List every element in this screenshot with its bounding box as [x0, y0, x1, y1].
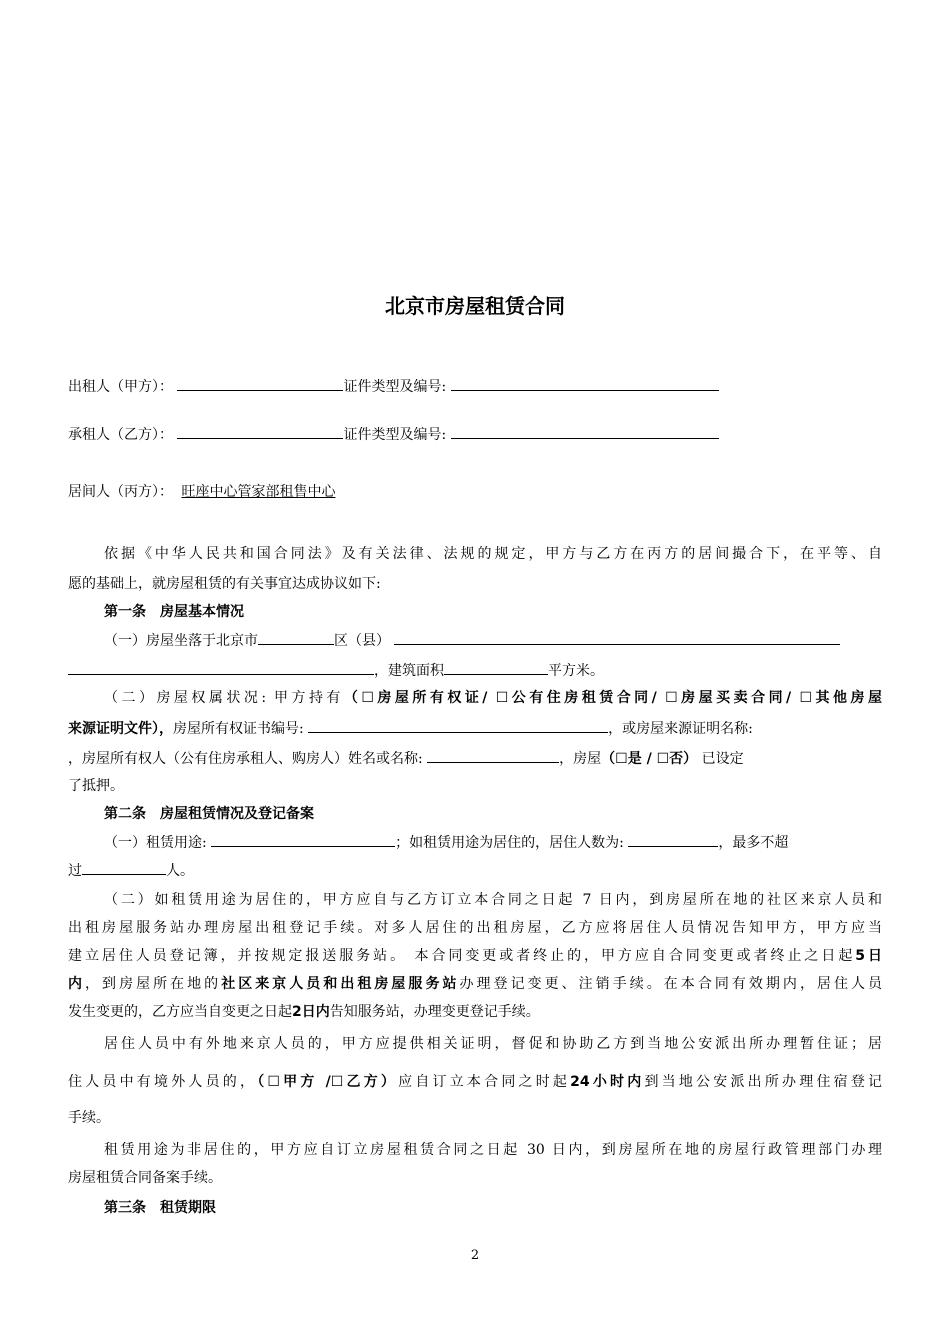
art2-p3-line-2-c: 到当地公安派出所办理住宿登记 [644, 1074, 883, 1090]
art2-p2-line-2: 出租房屋服务站办理房屋出租登记手续。对多人居住的出租房屋，乙方应将居住人员情况告知甲方，甲方应当 [68, 920, 882, 936]
area-field[interactable] [444, 660, 548, 675]
broker-line [68, 482, 339, 502]
art1-location-prefix: （一）房屋坐落于北京市 [104, 633, 258, 649]
art2-p2-line-5-a: 发生变更的，乙方应当自变更之日起 [68, 1004, 292, 1020]
article-1-heading: 第一条 房屋基本情况 [104, 604, 244, 620]
art2-p4-line-1: 租赁用途为非居住的，甲方应自订立房屋租赁合同之日起 30 日内，到房屋所在地的房屋行政管理部门办理 [104, 1142, 882, 1158]
art2-max-line [68, 860, 194, 881]
service-station: 社区来京人员和出租房屋服务站 [221, 976, 460, 992]
district-suffix: 区（县） [334, 633, 390, 649]
five-days-cont: 内 [68, 976, 86, 992]
page-number: 2 [470, 1248, 480, 1263]
residents-label: ；如租赁用途为居住的，居住人数为: [395, 835, 624, 851]
ownership-options-cont: 来源证明文件）， [68, 721, 173, 737]
lessor-id-field[interactable] [451, 376, 719, 391]
art1-ownership-line-3 [68, 748, 744, 769]
mortgage-prefix: ，房屋 [559, 751, 602, 767]
five-days: 5日 [855, 948, 882, 964]
art2-p3-line-2-b: 应自订立本合同之时起 [398, 1074, 571, 1090]
lessor-line [68, 376, 719, 397]
broker-value: 旺座中心管家部租售中心 [181, 484, 336, 500]
lessor-label: 出租人（甲方）： [68, 379, 173, 395]
district-field[interactable] [258, 630, 334, 645]
cert-no-label: 房屋所有权证书编号: [173, 721, 304, 737]
art2-p3-line-1: 居住人员中有外地来京人员的，甲方应提供相关证明，督促和协助乙方到当地公安派出所办理暂住证；居 [104, 1036, 882, 1052]
two-days: 2日内 [292, 1004, 330, 1020]
art2-usage-line [104, 832, 788, 853]
art2-p3-line-2 [68, 1072, 882, 1092]
mortgage-suffix: 已设定 [701, 751, 744, 767]
address-field-1[interactable] [394, 630, 840, 645]
area-label: ，建筑面积 [374, 663, 444, 679]
art2-p2-line-4-a: ，到房屋所在地的 [85, 976, 222, 992]
art2-p2-line-1: （二）如租赁用途为居住的，甲方应自与乙方订立本合同之日起 7 日内，到房屋所在地的社区来京人员和 [104, 892, 882, 908]
foreign-resident-options[interactable]: （☐甲方 /☐乙方） [257, 1074, 399, 1090]
art1-location-line [104, 630, 840, 651]
intro-line-2: 愿的基础上，就房屋租赁的有关事宜达成协议如下: [68, 576, 381, 592]
source-doc-label: ，或房屋来源证明名称: [608, 721, 753, 737]
ownership-prefix: （二）房屋权属状况: 甲方持有 [104, 690, 344, 706]
lessor-id-label: 证件类型及编号: [343, 379, 447, 395]
ownership-options[interactable]: （☐房屋所有权证/ ☐公有住房租赁合同/ ☐房屋买卖合同/ ☐其他房屋 [343, 690, 882, 706]
art2-p2-line-4-b: 办理登记变更、注销手续。在本合同有效期内，居住人员 [459, 976, 883, 992]
area-unit: 平方米。 [548, 663, 604, 679]
lessee-id-label: 证件类型及编号: [343, 427, 447, 443]
art2-p4-line-2: 房屋租赁合同备案手续。 [68, 1170, 222, 1186]
lessee-id-field[interactable] [451, 424, 719, 439]
lessor-name-field[interactable] [177, 376, 343, 391]
art2-p2-line-5 [68, 1002, 540, 1022]
art2-p2-line-3 [68, 946, 882, 966]
address-field-2[interactable] [68, 660, 374, 675]
broker-label: 居间人（丙方）： [68, 484, 173, 500]
lessee-label: 承租人（乙方）： [68, 427, 173, 443]
art1-area-line [68, 660, 604, 681]
mortgage-options[interactable]: （☐是 / ☐否） [601, 751, 698, 767]
intro-line-1: 依据《中华人民共和国合同法》及有关法律、法规的规定，甲方与乙方在丙方的居间撮合下，在平等、自 [104, 546, 882, 562]
cert-no-field[interactable] [308, 718, 608, 733]
lessee-name-field[interactable] [177, 424, 343, 439]
owner-name-label: ，房屋所有权人（公有住房承租人、购房人）姓名或名称: [68, 751, 423, 767]
max-suffix: 人。 [166, 863, 194, 879]
article-3-heading: 第三条 租赁期限 [104, 1200, 216, 1216]
twenty-four-hours: 24小时内 [570, 1074, 645, 1090]
art2-p2-line-5-b: 告知服务站，办理变更登记手续。 [329, 1004, 540, 1020]
article-2-heading: 第二条 房屋租赁情况及登记备案 [104, 806, 314, 822]
usage-label: （一）租赁用途: [104, 835, 207, 851]
art2-p2-line-4 [68, 974, 882, 994]
max-prefix: 过 [68, 863, 82, 879]
art1-ownership-line-2 [68, 718, 753, 739]
page-title: 北京市房屋租赁合同 [385, 294, 565, 318]
art2-p3-line-3: 手续。 [68, 1110, 110, 1126]
art1-ownership-line-1 [104, 688, 882, 708]
residents-field[interactable] [628, 832, 718, 847]
max-label: ，最多不超 [718, 835, 789, 851]
art1-ownership-line-4: 了抵押。 [68, 778, 124, 794]
art2-p2-line-3-text: 建立居住人员登记簿，并按规定报送服务站。 本合同变更或者终止的，甲方应自合同变更或者终止之日起 [68, 948, 856, 964]
art2-p3-line-2-a: 住人员中有境外人员的， [68, 1074, 258, 1090]
lessee-line [68, 424, 719, 445]
usage-field[interactable] [211, 832, 395, 847]
max-residents-field[interactable] [82, 860, 166, 875]
owner-name-field[interactable] [427, 748, 559, 763]
